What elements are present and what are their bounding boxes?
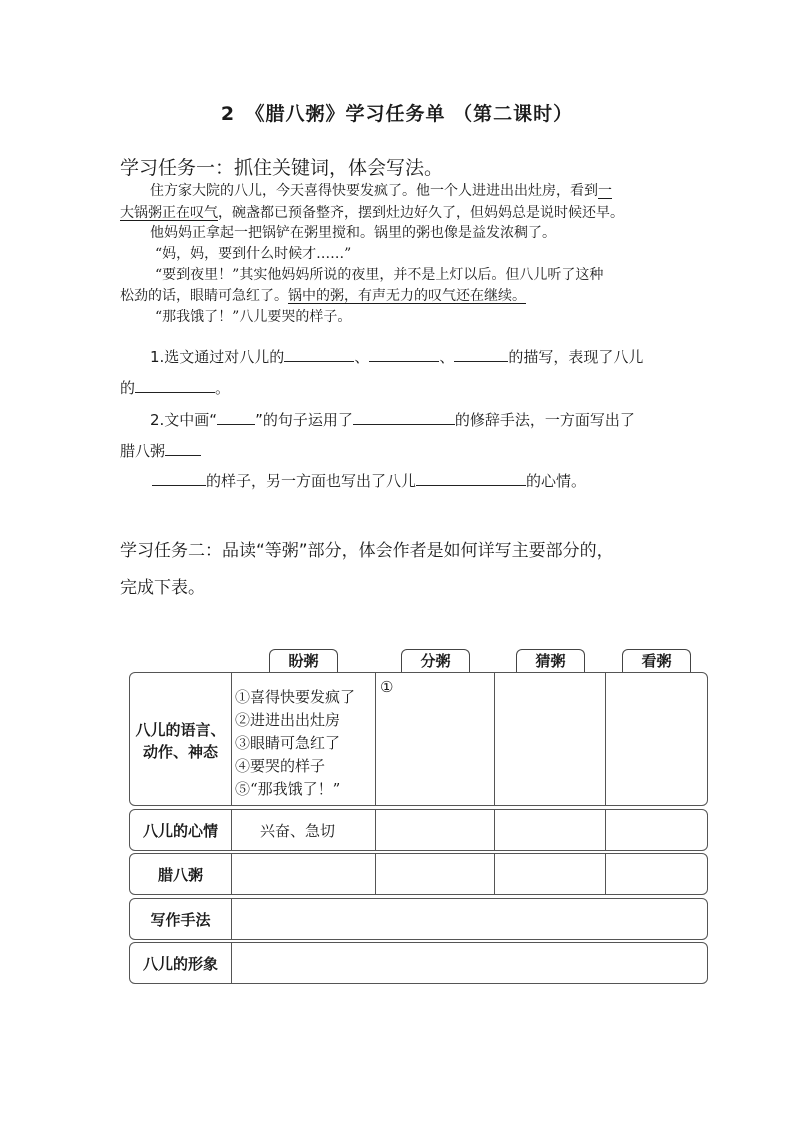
task1-heading: 学习任务一：抓住关键词，体会写法。 [120, 157, 444, 179]
question-2-line-3: 的样子，另一方面也写出了八儿 的心情。 [152, 470, 586, 491]
page-title: 2 《腊八粥》学习任务单 （第二课时） [220, 103, 574, 125]
tab-cai-zhou: 猜粥 [516, 649, 585, 672]
table-row-speech [129, 672, 708, 806]
question-2-line-1: 2.文中画“ ”的句子运用了 的修辞手法，一方面写出了 [150, 411, 635, 429]
passage-line-2: 大锅粥正在叹气，碗盏都已预备整齐，摆到灶边好久了，但妈妈总是说时候还早。 [120, 205, 624, 221]
row-head-mood: 八儿的心情 [142, 822, 218, 840]
tab-fen-zhou: 分粥 [401, 649, 470, 672]
passage-line-1: 住方家大院的八儿，今天喜得快要发疯了。他一个人进进出出灶房，看到一 [150, 183, 612, 199]
row-head-porridge: 腊八粥 [157, 866, 203, 884]
question-1-line-1: 1.选文通过对八儿的 、 、 的描写，表现了八儿 [150, 348, 644, 366]
table-row-porridge [129, 853, 708, 895]
table-row-mood [129, 809, 708, 851]
passage-line-4: “妈，妈，要到什么时候才……” [155, 246, 352, 262]
passage-line-5: “要到夜里！”其实他妈妈所说的夜里，并不是上灯以后。但八儿听了这种 [155, 267, 604, 283]
table-row-image [129, 942, 708, 984]
task2-heading-line-1: 学习任务二：品读“等粥”部分，体会作者是如何详写主要部分的， [120, 541, 614, 561]
task2-heading-line-2: 完成下表。 [120, 578, 205, 598]
row-head-speech: 八儿的语言、 动作、神态 [135, 721, 226, 761]
passage-line-6: 松劲的话，眼睛可急红了。锅中的粥，有声无力的叹气还在继续。 [120, 288, 526, 304]
question-2-line-2: 腊八粥 [120, 440, 201, 461]
row-head-method: 写作手法 [150, 911, 211, 929]
passage-line-3: 他妈妈正拿起一把锅铲在粥里搅和。锅里的粥也像是益发浓稠了。 [150, 225, 556, 241]
blank-6[interactable] [353, 409, 455, 425]
blank-9[interactable] [416, 470, 526, 486]
row-head-image: 八儿的形象 [142, 955, 218, 973]
speech-items: ①喜得快要发疯了 ②进进出出灶房 ③眼睛可急红了 ④要哭的样子 ⑤“那我饿了！” [235, 688, 356, 798]
blank-1[interactable] [284, 346, 354, 362]
blank-8[interactable] [152, 470, 206, 486]
blank-2[interactable] [369, 346, 439, 362]
table-row-method [129, 898, 708, 940]
blank-4[interactable] [135, 377, 215, 393]
passage-line-7: “那我饿了！”八儿要哭的样子。 [155, 309, 352, 325]
blank-7[interactable] [165, 440, 201, 456]
speech-col2-item: ① [380, 678, 394, 696]
blank-5[interactable] [217, 409, 255, 425]
mood-value: 兴奋、急切 [260, 822, 336, 840]
tab-pan-zhou: 盼粥 [269, 649, 338, 672]
question-1-line-2: 的 。 [120, 379, 231, 397]
blank-3[interactable] [454, 346, 508, 362]
tab-kan-zhou: 看粥 [622, 649, 691, 672]
